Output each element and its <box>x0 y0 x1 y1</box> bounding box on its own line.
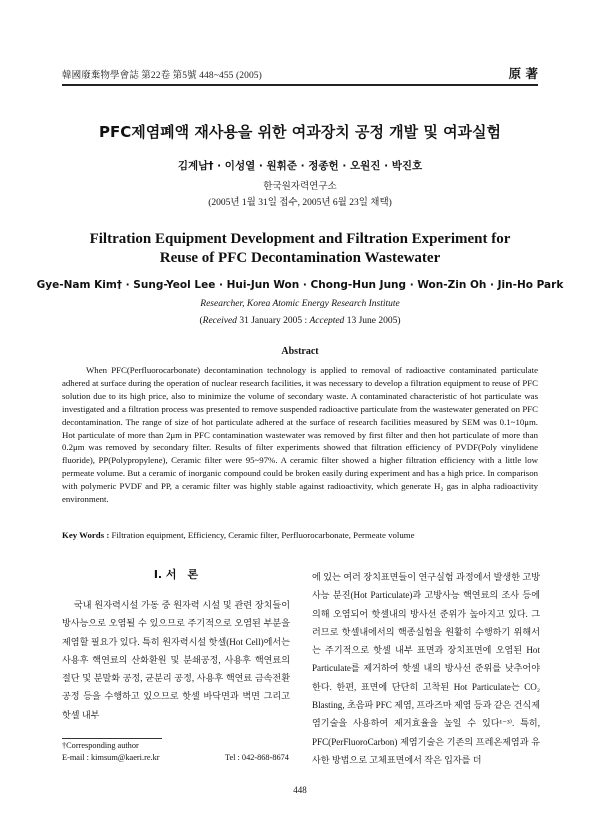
author-email: E-mail : kimsum@kaeri.re.kr <box>62 753 160 762</box>
korean-dates: (2005년 1월 31일 접수, 2005년 6월 23일 채택) <box>208 198 392 208</box>
english-authors: Gye-Nam Kim† · Sung-Yeol Lee · Hui-Jun Won · Chong-Hun Jung · Won-Zin Oh · Jin-Ho Park <box>36 279 564 291</box>
korean-authors: 김계남† · 이성열 · 원휘준 · 정종헌 · 오원진 · 박진호 <box>177 160 423 172</box>
header-rule <box>62 84 538 86</box>
english-title: Filtration Equipment Development and Filtration Experiment for Reuse of PFC Decontamination Wastewater <box>89 231 511 266</box>
abstract-heading: Abstract <box>281 346 319 357</box>
dates-open: ( <box>199 316 203 326</box>
page-number: 448 <box>293 785 307 795</box>
keywords-label: Key Words : <box>62 530 112 540</box>
korean-title: PFC제염폐액 재사용을 위한 여과장치 공정 개발 및 여과실험 <box>98 123 502 141</box>
body-text-right-column: 에 있는 여러 장치표면들이 연구실험 과정에서 발생한 고방사능 분진(Hot Particulate)과 고방사능 핵연료의 조사 등에 의해 오염되어 핫셀내의 방사선 준위가 높아지고 있다. 그러므로 핫셀내에서의 핵종실험을 원활히 수행하기 위해서는 주기적으로 핫셀 내부 표면과 장치표면에 오염된 Hot Particulate를 제거하여 핫셀 내의 방사선 준위를 낮추어야 한다. 한편, 표면에 단단히 고착된 Hot Particulate는 CO₂ Blasting, 초음파 PFC 제염, 프라즈마 제염 등과 같은 건식제염기술을 사용하여 제거효율을 높일 수 있다¹⁻³⁾. 특히, PFC(PerFluoroCarbon) 제염기술은 기존의 프레온제염과 유사한 방법으로 고체표면에서 작은 입자를 더 <box>312 572 540 765</box>
footnote-rule <box>62 738 162 739</box>
body-text-left-column: 국내 원자력시설 가동 중 원자력 시설 및 관련 장치들이 방사능으로 오염될 수 있으므로 주기적으로 오염된 부분을 제염할 필요가 있다. 특히 원자력시설 핫셀(Hot Cell)에서는 사용후 핵연료의 산화환원 및 분쇄공정, 사용후 핵연료의 절단 및 분말화 공정, 균분리 공정, 사용후 핵연료 금속전환 공정 등을 수행하고 있으므로 핫셀 바닥면과 벽면 그리고 핫셀 내부 <box>62 600 290 720</box>
journal-citation: 韓國廢棄物學會誌 第22卷 第5號 448~455 (2005) <box>62 71 262 81</box>
english-dates <box>0 316 600 326</box>
abstract-text: When PFC(Perfluorocarbonate) decontamination technology is applied to removal of radioactive contaminated particulate adhered at surface during the operation of nuclear research facilities, it was necessary to develop a filtration equipment to reuse of PFC solution due to its high price, also to minimize the volume of secondary waste. A contaminated characteristic of hot particulate was investigated and a filtration process was presented to remove suspended radioactive particulate from the wastewater generated on PFC decontamination. The range of size of hot particulate adhered at the surface of research facilities measured by SEM was 0.1~10μm. Hot particulate of more than 2μm in PFC contamination wastewater was removed by first filter and then hot particulate of more than 0.2μm was removed by secondary filter. Results of filter experiments showed that filtration efficiency of PVDF(Poly vinylidene fluoride), PP(Polypropylene), Ceramic filter were 95~97%. A ceramic filter showed a higher filtration efficiency with a little low permeate volume. But a ceramic of inorganic compound could be broken easily during experiment and has a high price. In comparison with polymeric PVDF and PP, a ceramic filter was highly stable against radioactivity, which generate H₂ gas in alpha radioactivity environment. <box>62 365 538 505</box>
keywords-text: Filtration equipment, Efficiency, Ceramic filter, Perfluorocarbonate, Permeate volume <box>111 530 415 540</box>
section-heading-introduction: I. 서 론 <box>153 568 199 581</box>
korean-affiliation: 한국원자력연구소 <box>263 182 337 192</box>
received-date: 31 January 2005 : <box>236 316 310 326</box>
author-phone: Tel : 042-868-8674 <box>225 753 289 762</box>
accepted-date: 13 June 2005) <box>344 316 401 326</box>
accepted-label: Accepted <box>309 316 345 326</box>
corresponding-author-note: †Corresponding author <box>62 741 139 750</box>
received-label: Received <box>202 316 237 326</box>
english-affiliation: Researcher, Korea Atomic Energy Research Institute <box>200 299 400 309</box>
article-type-label: 原 著 <box>508 66 538 81</box>
keywords <box>62 530 538 540</box>
